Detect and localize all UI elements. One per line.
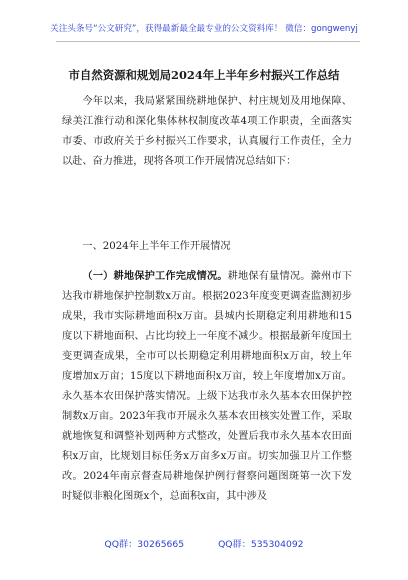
sub-heading: （一）耕地保护工作完成情况。 (82, 270, 228, 282)
footer-qq-group-2: QQ群：535304092 (218, 539, 304, 550)
intro-paragraph: 今年以来，我局紧紧围绕耕地保护、村庄规划及用地保障、绿美江淮行动和深化集体林权制度改革4项工作职责，全面落实市委、市政府关于乡村振兴工作要求，认真履行工作责任，全力以赴、奋力推进，现将各项工作开展情况总结如下： (62, 96, 352, 167)
body-paragraph (62, 266, 352, 507)
header-watermark-note: 关注头条号“公文研究”，获得最新最全最专业的公文资料库！ 微信：gongwenyj (50, 24, 358, 34)
header-divider (56, 41, 360, 42)
section-heading: 一、2024年上半年工作开展情况 (82, 241, 231, 252)
footer-contact (0, 536, 408, 550)
body-paragraph-text: 耕地保有量情况。滁州市下达我市耕地保护控制数x万亩。根据2023年度变更调查监测初步成果，我市实际耕地面积x万亩。县城内长期稳定利用耕地和15度以下耕地面积、占比均较上一年度不减少。根据最新年度国土变更调查成果，全市可以长期稳定利用耕地面积x万亩，较上年度增加x万亩；15度以下耕地面积x万亩，较上年度增加x万亩。永久基本农田保护落实情况。上级下达我市永久基本农田保护控制数x万亩。2023年我市开展永久基本农田核实处置工作，采取就地恢复和调整补划两种方式整改，处置后我市永久基本农田面积x万亩，比规划目标任务x万亩多x万亩。切实加强卫片工作整改。2024年南京督查局耕地保护例行督察问题图斑第一次下发时疑似非粮化图斑x个，总面积x亩，其中涉及 (62, 271, 353, 502)
document-title: 市自然资源和规划局2024年上半年乡村振兴工作总结 (68, 68, 340, 82)
footer-qq-group-1: QQ群：30265665 (104, 539, 185, 550)
